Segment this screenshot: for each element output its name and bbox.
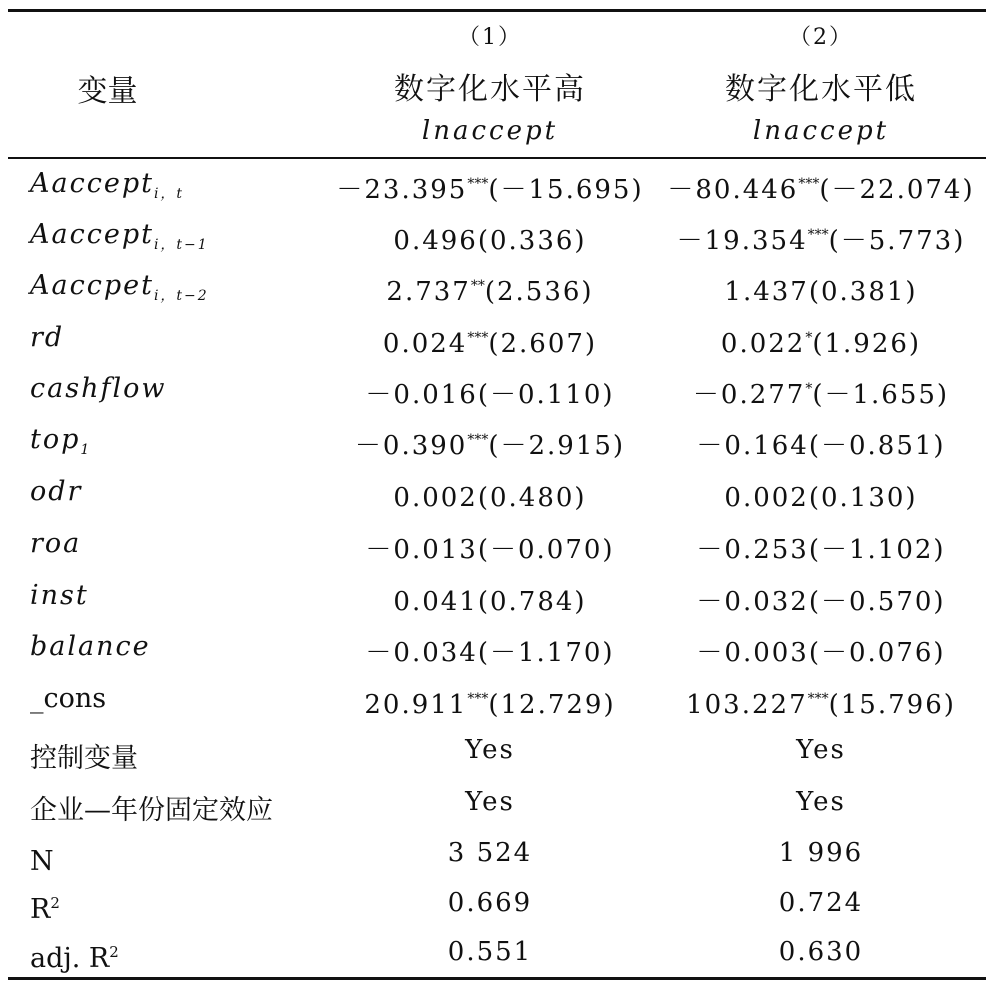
column-2-value: 103.227***(15.796) [686, 690, 956, 720]
footer-label: $R^2$ [30, 894, 60, 925]
column-1-value: 0.024***(2.607) [382, 329, 598, 359]
footer-label: N [30, 846, 54, 877]
column-1-value: 0.669 [447, 888, 533, 918]
variable-name: balance [30, 631, 151, 662]
table-bottom-rule [8, 977, 986, 980]
table-row [0, 316, 992, 360]
column-1-dependent-variable: lnaccept [421, 116, 559, 146]
table-row [0, 831, 992, 875]
column-1-value: －0.034(－1.170) [365, 638, 615, 668]
column-2-name: 数字化水平低 [725, 72, 917, 107]
table-row [0, 367, 992, 411]
column-2-value: －80.446***(－22.074) [667, 175, 975, 205]
column-1-value: Yes [465, 735, 515, 765]
footer-label: 企业—年份固定效应 [30, 795, 273, 826]
table-row [0, 418, 992, 462]
column-1-value: 0.041(0.784) [393, 587, 587, 617]
table-row [0, 522, 992, 566]
column-2-value: 1 996 [778, 838, 864, 868]
variable-name: top$_1$ [30, 424, 92, 458]
column-1-value: －0.016(－0.110) [365, 380, 615, 410]
column-2-value: －0.164(－0.851) [696, 431, 946, 461]
variable-name: roa [30, 528, 82, 559]
column-2-dependent-variable: lnaccept [752, 116, 890, 146]
table-row [0, 677, 992, 721]
column-1-value: 0.551 [447, 937, 533, 967]
column-2-value: 0.022*(1.926) [720, 329, 922, 359]
column-1-value: 0.496(0.336) [393, 226, 587, 256]
column-1-value: 20.911***(12.729) [364, 690, 616, 720]
column-1-value: －0.390***(－2.915) [354, 431, 626, 461]
table-top-rule [8, 9, 986, 12]
table-row [0, 162, 992, 206]
table-header-rule [8, 157, 986, 159]
variable-name: odr [30, 476, 83, 507]
column-2-value: Yes [796, 787, 846, 817]
column-1-number: （1） [458, 25, 522, 50]
column-2-value: －0.277*(－1.655) [692, 380, 950, 410]
column-2-value: －0.253(－1.102) [696, 535, 946, 565]
column-1-value: －0.013(－0.070) [365, 535, 615, 565]
table-row [0, 780, 992, 824]
table-row [0, 574, 992, 618]
variable-name: Aaccept$_{i,t}$ [30, 168, 185, 202]
footer-label: 控制变量 [30, 743, 138, 774]
column-1-value: 3 524 [447, 838, 533, 868]
table-row [0, 470, 992, 514]
table-row [0, 881, 992, 925]
column-2-value: 0.002(0.130) [724, 483, 918, 513]
variable-name: Aaccept$_{i,t-1}$ [30, 219, 209, 253]
column-2-value: Yes [796, 735, 846, 765]
column-1-value: －23.395***(－15.695) [336, 175, 644, 205]
variable-name: inst [30, 580, 89, 611]
variable-name: rd [30, 322, 65, 353]
column-2-value: －0.003(－0.076) [696, 638, 946, 668]
column-2-value: －0.032(－0.570) [696, 587, 946, 617]
column-1-name: 数字化水平高 [394, 72, 586, 107]
column-1-value: 2.737**(2.536) [386, 277, 594, 307]
column-1-value: Yes [465, 787, 515, 817]
variable-name: Aaccpet$_{i,t-2}$ [30, 270, 209, 304]
variable-name: _cons [30, 683, 107, 714]
column-2-value: 0.724 [778, 888, 864, 918]
table-row [0, 213, 992, 257]
column-2-value: －19.354***(－5.773) [676, 226, 966, 256]
variable-name: cashflow [30, 373, 167, 404]
column-2-value: 1.437(0.381) [724, 277, 918, 307]
table-row [0, 264, 992, 308]
column-2-value: 0.630 [778, 937, 864, 967]
column-1-value: 0.002(0.480) [393, 483, 587, 513]
table-row [0, 728, 992, 772]
table-row [0, 930, 992, 974]
variable-column-header: 变量 [77, 74, 138, 109]
column-2-number: （2） [789, 25, 853, 50]
table-row [0, 625, 992, 669]
footer-label: adj. $R^2$ [30, 943, 119, 974]
